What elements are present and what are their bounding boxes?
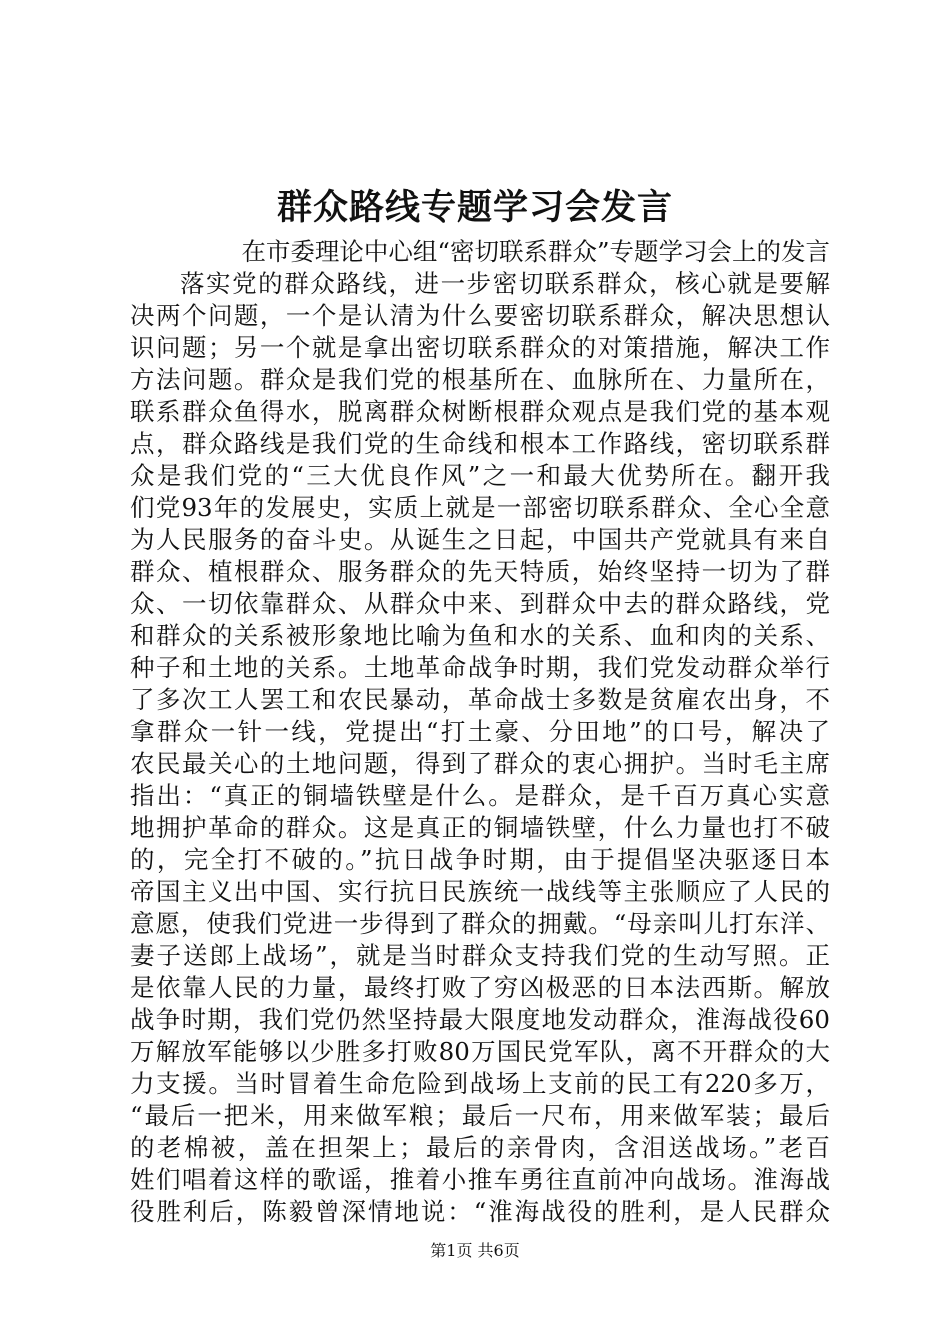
text-line: 地拥护革命的群众。这是真正的铜墙铁壁，什么力量也打不破 xyxy=(130,813,830,842)
text-line: 众是我们党的“三大优良作风”之一和最大优势所在。翻开我 xyxy=(130,461,830,490)
text-line: 姓们唱着这样的歌谣，推着小推车勇往直前冲向战场。淮海战 xyxy=(130,1165,830,1194)
text-line: 为人民服务的奋斗史。从诞生之日起，中国共产党就具有来自 xyxy=(130,525,830,554)
text-line: 妻子送郎上战场”，就是当时群众支持我们党的生动写照。正 xyxy=(130,941,830,970)
text-line: 和群众的关系被形象地比喻为鱼和水的关系、血和肉的关系、 xyxy=(130,621,830,650)
text-line: 的，完全打不破的。”抗日战争时期，由于提倡坚决驱逐日本 xyxy=(130,845,830,874)
text-line: 拿群众一针一线，党提出“打土豪、分田地”的口号，解决了 xyxy=(130,717,830,746)
text-line: 联系群众鱼得水，脱离群众树断根群众观点是我们党的基本观 xyxy=(130,397,830,426)
text-line: 决两个问题，一个是认清为什么要密切联系群众，解决思想认 xyxy=(130,301,830,330)
text-line: 意愿，使我们党进一步得到了群众的拥戴。“母亲叫儿打东洋、 xyxy=(130,909,830,938)
text-line: 了多次工人罢工和农民暴动，革命战士多数是贫雇农出身，不 xyxy=(130,685,830,714)
text-line: 是依靠人民的力量，最终打败了穷凶极恶的日本法西斯。解放 xyxy=(130,973,830,1002)
text-line: 方法问题。群众是我们党的根基所在、血脉所在、力量所在， xyxy=(130,365,830,394)
text-line: 役胜利后，陈毅曾深情地说：“淮海战役的胜利，是人民群众 xyxy=(130,1197,830,1226)
text-line: 力支援。当时冒着生命危险到战场上支前的民工有220多万， xyxy=(130,1069,830,1098)
text-line: 们党93年的发展史，实质上就是一部密切联系群众、全心全意 xyxy=(130,493,830,522)
text-line: 指出：“真正的铜墙铁壁是什么。是群众，是千百万真心实意 xyxy=(130,781,830,810)
text-line: 点，群众路线是我们党的生命线和根本工作路线，密切联系群 xyxy=(130,429,830,458)
body-paragraph xyxy=(130,268,830,1228)
text-line: 种子和土地的关系。土地革命战争时期，我们党发动群众举行 xyxy=(130,653,830,682)
text-line: 农民最关心的土地问题，得到了群众的衷心拥护。当时毛主席 xyxy=(130,749,830,778)
text-line: 战争时期，我们党仍然坚持最大限度地发动群众，淮海战役60 xyxy=(130,1005,830,1034)
text-line: 帝国主义出中国、实行抗日民族统一战线等主张顺应了人民的 xyxy=(130,877,830,906)
text-line: “最后一把米，用来做军粮；最后一尺布，用来做军装；最后 xyxy=(130,1101,830,1130)
text-line: 识问题；另一个就是拿出密切联系群众的对策措施，解决工作 xyxy=(130,333,830,362)
text-line: 众、一切依靠群众、从群众中来、到群众中去的群众路线，党 xyxy=(130,589,830,618)
subtitle: 在市委理论中心组“密切联系群众”专题学习会上的发言 xyxy=(241,237,830,266)
text-line: 万解放军能够以少胜多打败80万国民党军队，离不开群众的大 xyxy=(130,1037,830,1066)
text-line: 的老棉被，盖在担架上；最后的亲骨肉，含泪送战场。”老百 xyxy=(130,1133,830,1162)
text-line: 落实党的群众路线，进一步密切联系群众，核心就是要解 xyxy=(180,269,830,298)
page-title: 群众路线专题学习会发言 xyxy=(276,187,673,228)
page-number-footer: 第1页 共6页 xyxy=(430,1241,520,1260)
text-line: 群众、植根群众、服务群众的先天特质，始终坚持一切为了群 xyxy=(130,557,830,586)
